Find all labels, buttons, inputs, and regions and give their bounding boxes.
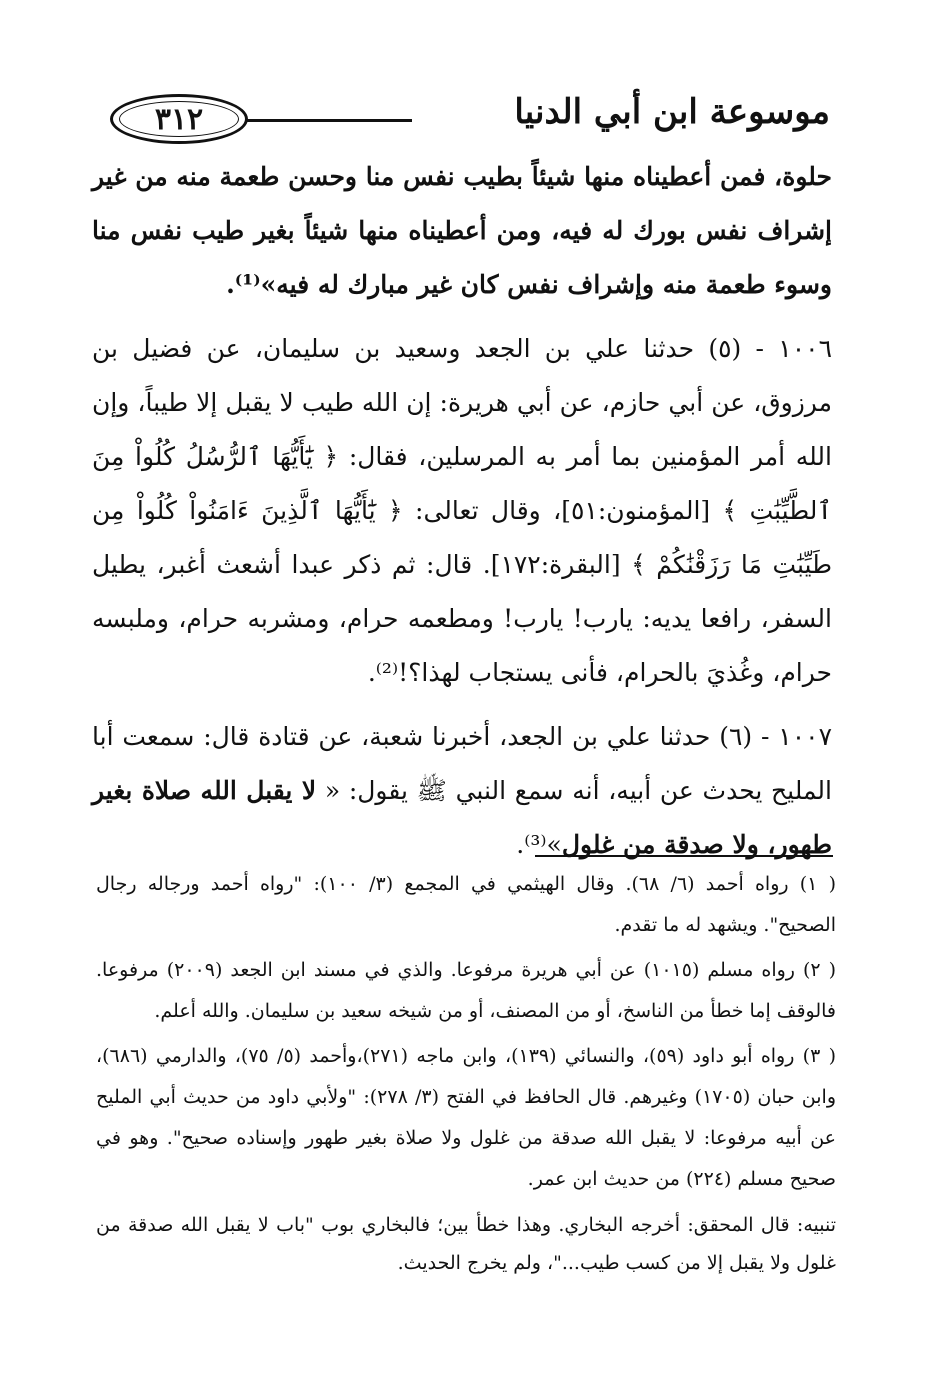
hadith-1007-end: »⁽³⁾. [516, 830, 562, 859]
page-number-badge [110, 94, 248, 144]
hadith-1007-text: لا يقبل الله صلاة بغير طهور، ولا صدقة من غلول [92, 776, 832, 859]
hadith-1007-chain: ١٠٠٧ - (٦) حدثنا علي بن الجعد، أخبرنا شعبة، عن قتادة قال: سمعت أبا المليح يحدث عن أبيه، أنه سمع النبي ﷺ يقول: « [92, 722, 832, 805]
footnote-separator [535, 855, 833, 857]
footnotes [96, 864, 836, 1282]
footnote-3: ( ٣) رواه أبو داود (٥٩)، والنسائي (١٣٩)، وابن ماجه (٢٧١)،وأحمد (٥/ ٧٥)، والدارمي (٦٨٦)، وابن حبان (١٧٠٥) وغيرهم. قال الحافظ في الفتح (٣/ ٢٧٨): "ولأبي داود من حديث أبي المليح عن أبيه مرفوعا: لا يقبل الله صدقة من غلول ولا صلاة بغير طهور وإسناده صحيح". وهو في صحيح مسلم (٢٢٤) من حديث ابن عمر. [96, 1045, 836, 1190]
hadith-1007 [92, 710, 832, 872]
page-number: ٣١٢ [154, 101, 204, 137]
paragraph-continuation: حلوة، فمن أعطيناه منها شيئاً بطيب نفس منا وحسن طعمة منه من غير إشراف نفس بورك له فيه، ومن أعطيناه منها شيئاً بغير طيب نفس منا وسوء طعمة منه وإشراف نفس كان غير مبارك له فيه»⁽¹⁾. [92, 162, 832, 299]
footnote-2: ( ٢) رواه مسلم (١٠١٥) عن أبي هريرة مرفوعا. والذي في مسند ابن الجعد (٢٠٠٩) مرفوعا. فالوقف إما خطأ من الناسخ، أو من المصنف، أو من شيخه سعيد بن سليمان. والله أعلم. [96, 959, 836, 1022]
page-header [100, 88, 830, 150]
main-text [92, 150, 832, 872]
running-title: موسوعة ابن أبي الدنيا [514, 92, 830, 132]
hadith-1006: ١٠٠٦ - (٥) حدثنا علي بن الجعد وسعيد بن سليمان، عن فضيل بن مرزوق، عن أبي حازم، عن أبي هريرة: إن الله طيب لا يقبل إلا طيباً، وإن الله أمر المؤمنين بما أمر به المرسلين، فقال: ﴿ يَٰٓأَيُّهَا ٱلرُّسُلُ كُلُواْ مِنَ ٱلطَّيِّبَٰتِ ﴾ [المؤمنون:٥١]، وقال تعالى: ﴿ يَٰٓأَيُّهَا ٱلَّذِينَ ءَامَنُواْ كُلُواْ مِن طَيِّبَٰتِ مَا رَزَقْنَٰكُمْ ﴾ [البقرة:١٧٢]. قال: ثم ذكر عبدا أشعث أغبر، يطيل السفر، رافعا يديه: يارب! يارب! ومطعمه حرام، ومشربه حرام، وملبسه حرام، وغُذيَ بالحرام، فأنى يستجاب لهذا؟!⁽²⁾. [92, 334, 832, 687]
header-rule [246, 119, 412, 122]
footnote-1: ( ١) رواه أحمد (٦/ ٦٨). وقال الهيثمي في المجمع (٣/ ١٠٠): "رواه أحمد ورجاله رجال الصحيح". ويشهد له ما تقدم. [96, 873, 837, 936]
editor-note: تنبيه: قال المحقق: أخرجه البخاري. وهذا خطأ بين؛ فالبخاري بوب "باب لا يقبل الله صدقة من غلول ولا يقبل إلا من كسب طيب..."، ولم يخرج الحديث. [96, 1214, 836, 1274]
